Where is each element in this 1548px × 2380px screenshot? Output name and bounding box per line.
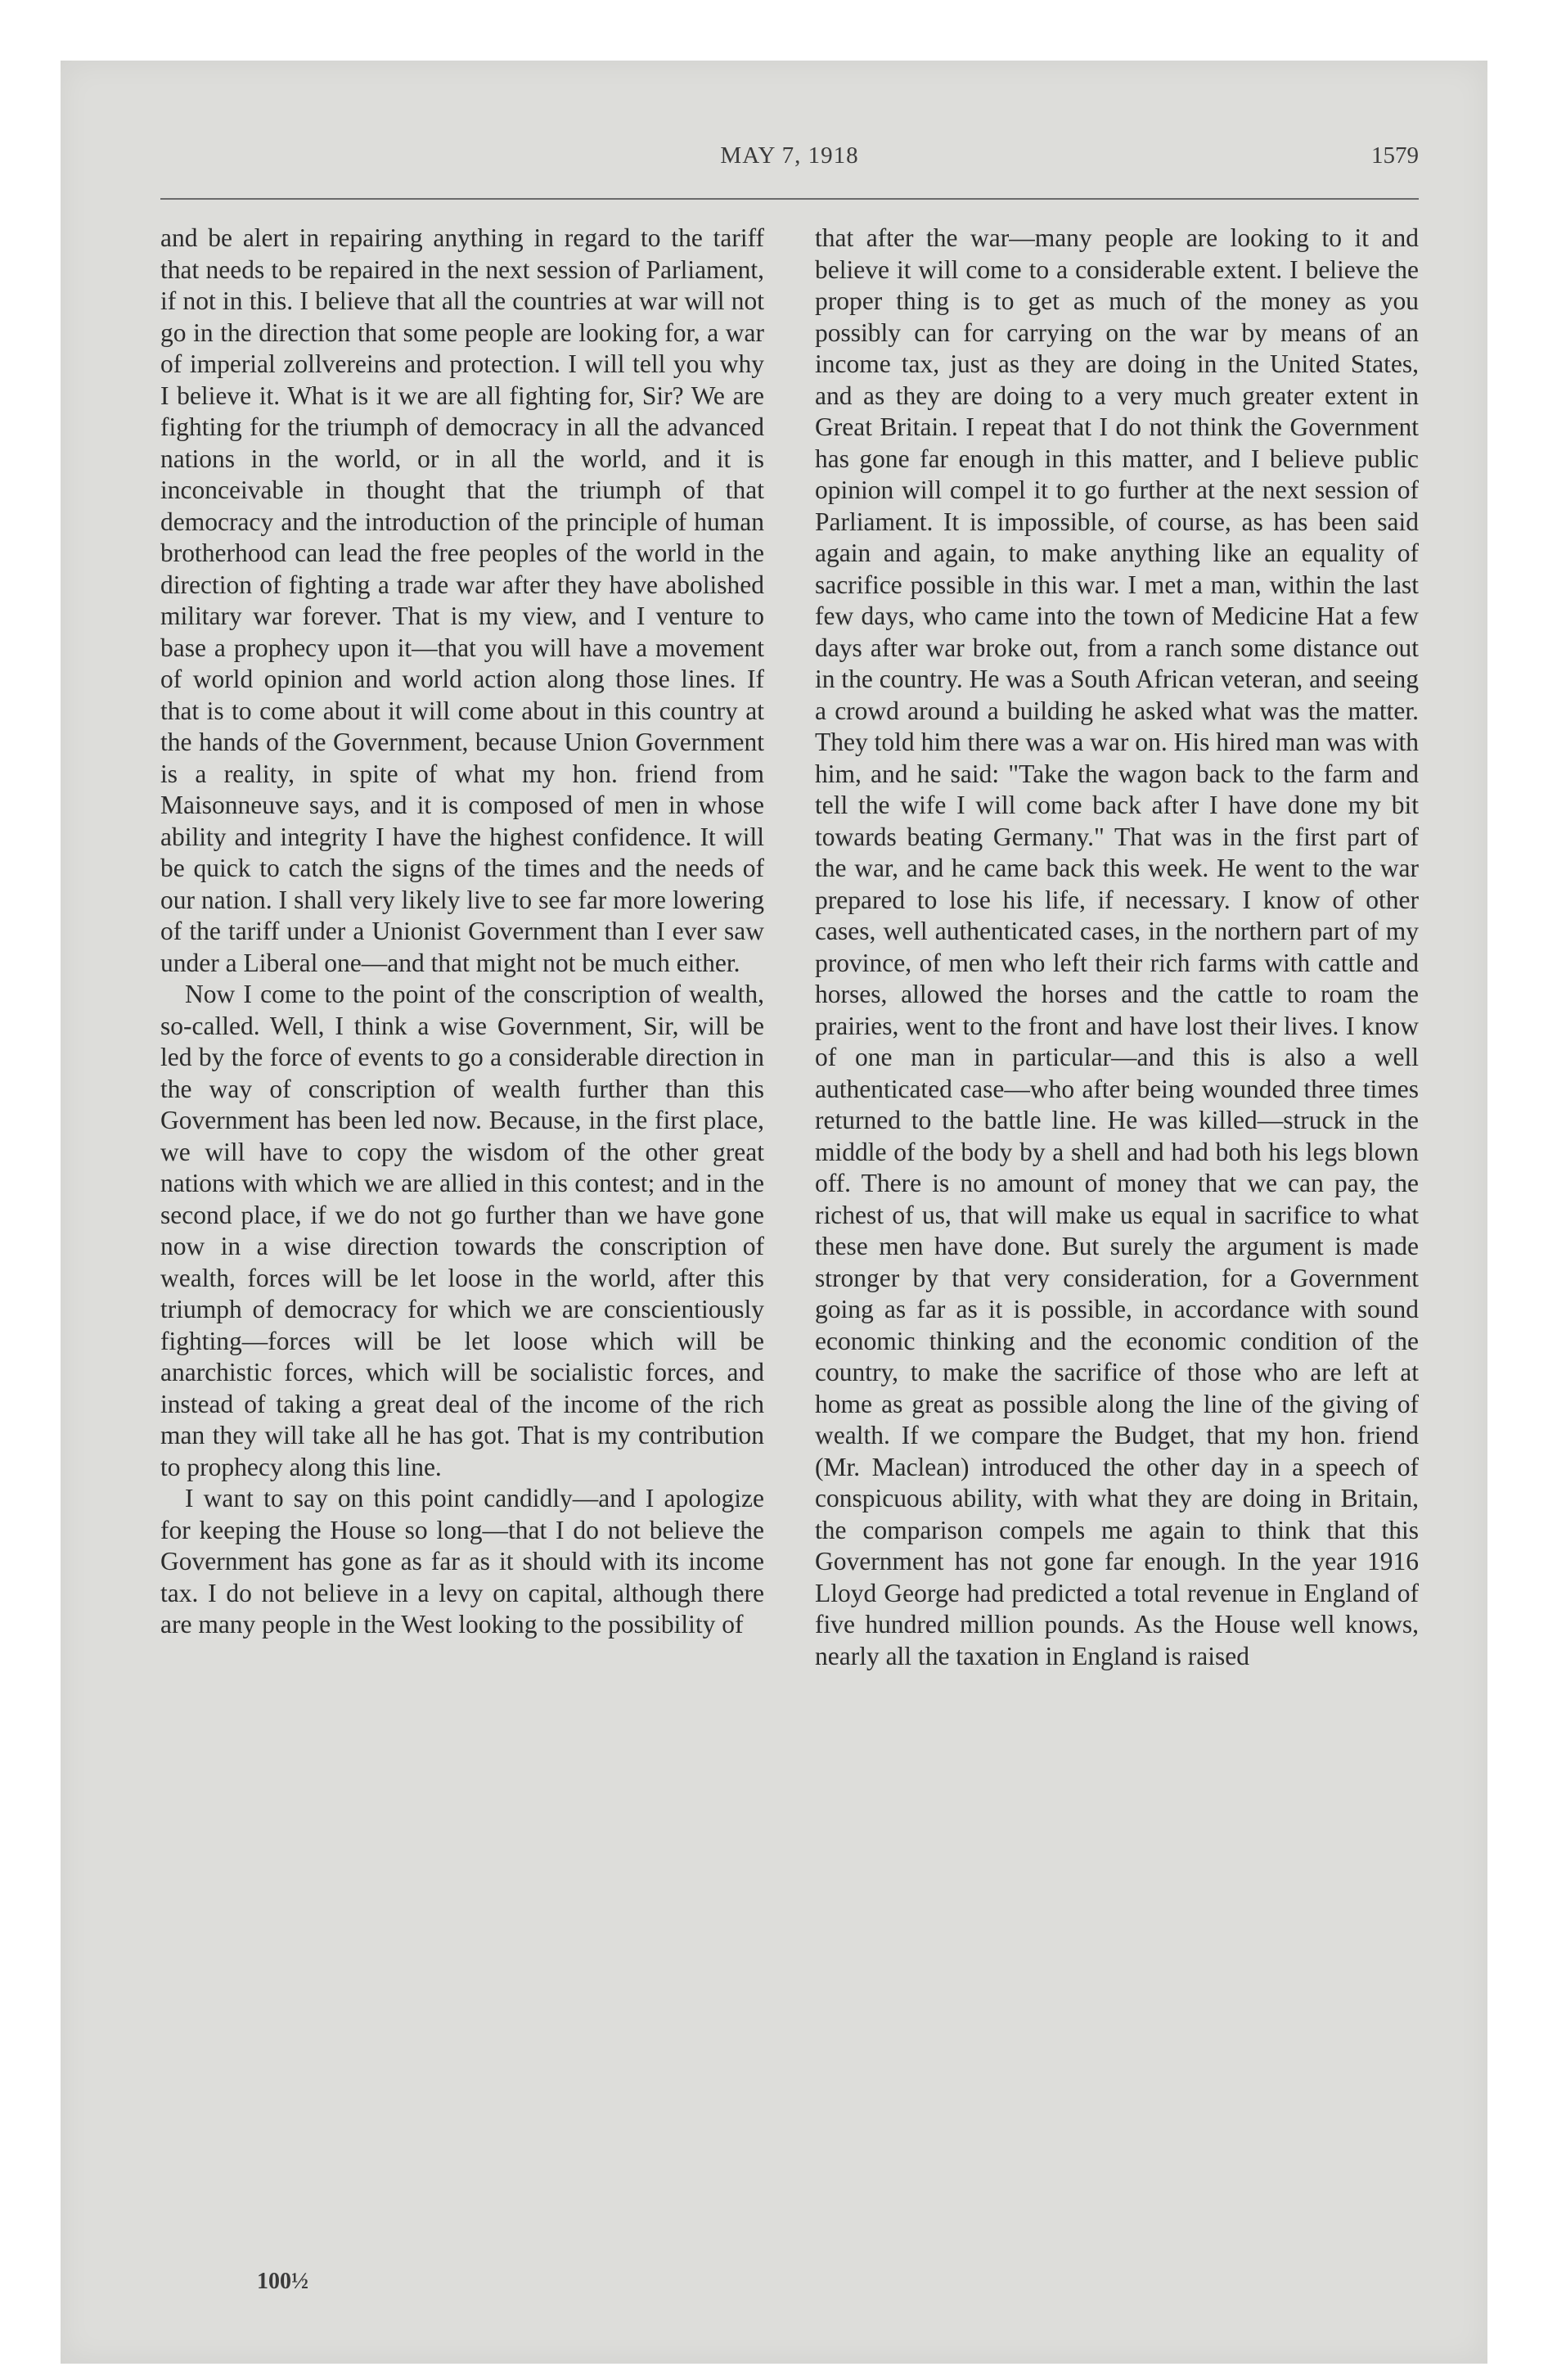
paragraph: that after the war—many people are looking to it and believe it will come to a considerable extent. I believe the proper thing is to get as much of the money as you possibly can for carrying on the war by means of an income tax, just as they are doing in the United States, and as they are doing to a very much greater extent in Great Britain. I repeat that I do not think the Government has gone far enough in this matter, and I believe public opinion will compel it to go further at the next session of Parliament. It is impossible, of course, as has been said again and again, to make anything like an equality of sacrifice possible in this war. I met a man, within the last few days, who came into the town of Medicine Hat a few days after war broke out, from a ranch some distance out in the country. He was a South African veteran, and seeing a crowd around a building he asked what was the matter. They told him there was a war on. His hired man was with him, and he said: "Take the wagon back to the farm and tell the wife I will come back after I have done my bit towards beating Germany." That was in the first part of the war, and he came back this week. He went to the war prepared to lose his life, if necessary. I know of other cases, well authenticated cases, in the northern part of my province, of men who left their rich farms with cattle and horses, allowed the horses and the cattle to roam the prairies, went to the front and have lost their lives. I know of one man in particular—and this is also a well authenticated case—who after being wounded three times returned to the battle line. He was killed—struck in the middle of the body by a shell and had both his legs blown off. There is no amount of money that we can pay, the richest of us, that will make us equal in sacrifice to what these men have done. But surely the argument is made stronger by that very consideration, for a Government going as far as it is possible, in accordance with sound economic thinking and the economic condition of the country, to make the sacrifice of those who are left at home as great as possible along the line of the giving of wealth. If we compare the Budget, that my hon. friend (Mr. Maclean) introduced the other day in a speech of conspicuous ability, with what they are doing in Britain, the comparison compels me again to think that this Government has not gone far enough. In the year 1916 Lloyd George had predicted a total revenue in England of five hundred million pounds. As the House well knows, nearly all the taxation in England is raised <box>815 223 1419 1670</box>
page-number: 1579 <box>1371 142 1419 169</box>
header-date: MAY 7, 1918 <box>720 142 859 169</box>
paragraph: and be alert in repairing anything in regard to the tariff that needs to be repaired in the next session of Parliament, if not in this. I believe that all the countries at war will not go in the direction that some people are looking for, a war of imperial zollvereins and protection. I will tell you why I believe it. What is it we are all fighting for, Sir? We are fighting for the triumph of democracy in all the advanced nations in the world, or in all the world, and it is inconceivable in thought that the triumph of that democracy and the introduction of the principle of human brotherhood can lead the free peoples of the world in the direction of fighting a trade war after they have abolished military war forever. That is my view, and I venture to base a prophecy upon it—that you will have a movement of world opinion and world action along those lines. If that is to come about it will come about in this country at the hands of the Government, because Union Government is a reality, in spite of what my hon. friend from Maisonneuve says, and it is composed of men in whose ability and integrity I have the highest confidence. It will be quick to catch the signs of the times and the needs of our nation. I shall very likely live to see far more lowering of the tariff under a Unionist Government than I ever saw under a Liberal one—and that might not be much either. <box>160 223 764 977</box>
paragraph: Now I come to the point of the conscription of wealth, so-called. Well, I think a wise Government, Sir, will be led by the force of events to go a considerable direction in the way of conscription of wealth further than this Government has been led now. Because, in the first place, we will have to copy the wisdom of the other great nations with which we are allied in this contest; and in the second place, if we do not go further than we have gone now in a wise direction towards the conscription of wealth, forces will be let loose in the world, after this triumph of democracy for which we are conscientiously fighting—forces will be let loose which will be anarchistic forces, which will be socialistic forces, and instead of taking a great deal of the income of the rich man they will take all he has got. That is my contribution to prophecy along this line. <box>160 980 764 1481</box>
right-column <box>815 223 1419 2269</box>
signature-mark: 100½ <box>257 2269 308 2294</box>
scanned-page <box>61 61 1487 2364</box>
left-column <box>160 223 764 2269</box>
header-rule <box>160 198 1419 200</box>
paragraph: I want to say on this point candidly—and I apologize for keeping the House so long—that I do not believe the Government has gone as far as it should with its income tax. I do not believe in a levy on capital, although there are many people in the West looking to the possibility of <box>160 1484 764 1639</box>
page-content <box>160 61 1419 2364</box>
running-header <box>160 142 1419 183</box>
